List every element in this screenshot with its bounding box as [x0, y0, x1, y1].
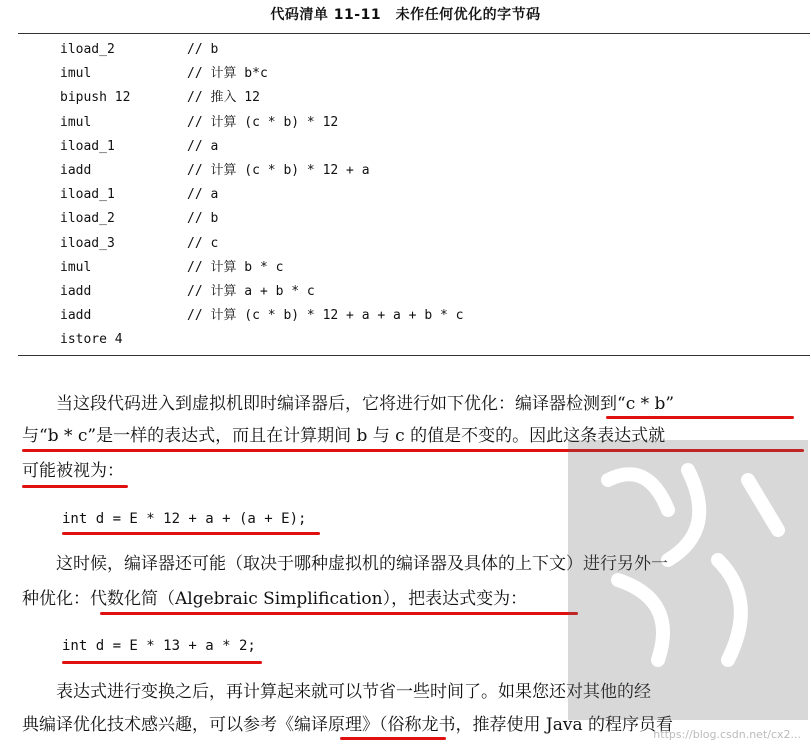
underline-mark [22, 485, 128, 488]
bytecode-op: iload_1 [60, 138, 115, 154]
bytecode-op: imul [60, 66, 92, 82]
code-example: int d = E * 12 + a + (a + E); [62, 511, 307, 527]
underline-mark [606, 416, 794, 419]
bytecode-op: iadd [60, 163, 92, 178]
underline-mark [100, 612, 578, 615]
bytecode-comment: // 计算 (c * b) * 12 [187, 114, 339, 130]
underline-mark [62, 532, 320, 535]
bytecode-comment: // b [187, 211, 219, 227]
underline-mark [62, 661, 262, 664]
bytecode-comment: // 计算 b * c [187, 259, 284, 275]
bytecode-op: iload_2 [60, 42, 115, 57]
bytecode-op: bipush 12 [60, 90, 131, 106]
bytecode-op: iload_2 [60, 211, 115, 227]
bytecode-op: iload_3 [60, 235, 115, 251]
code-example: int d = E * 13 + a * 2; [62, 638, 256, 654]
bytecode-comment: // a [187, 138, 219, 154]
bytecode-comment: // 计算 (c * b) * 12 + a [187, 163, 370, 178]
bytecode-op: imul [60, 259, 92, 275]
top-rule [18, 33, 810, 34]
paragraph-line: 种优化：代数化简（Algebraic Simplification），把表达式变为： [22, 589, 528, 609]
paragraph-line: 典编译优化技术感兴趣，可以参考《编译原理》（俗称龙书，推荐使用 Java 的程序员看 [22, 715, 673, 735]
bytecode-comment: // 计算 (c * b) * 12 + a + a + b * c [187, 308, 464, 324]
paragraph-line: 表达式进行变换之后，再计算起来就可以节省一些时间了。如果您还对其他的经 [22, 682, 651, 702]
watermark: https://blog.csdn.net/cx2... [653, 728, 801, 741]
listing-caption: 代码清单 11-11 未作任何优化的字节码 [270, 7, 541, 23]
bytecode-comment: // a [187, 187, 219, 203]
paragraph-line: 这时候，编译器还可能（取决于哪种虚拟机的编译器及具体的上下文）进行另外一 [22, 554, 668, 574]
paragraph-line: 当这段代码进入到虚拟机即时编译器后，它将进行如下优化：编译器检测到“c * b” [22, 394, 675, 414]
bytecode-op: iload_1 [60, 187, 115, 203]
bytecode-comment: // 推入 12 [187, 90, 260, 106]
bytecode-op: imul [60, 114, 92, 130]
bytecode-comment: // c [187, 235, 219, 251]
paragraph-line: 可能被视为： [22, 461, 124, 481]
bottom-rule [18, 355, 810, 356]
bytecode-op: istore 4 [60, 332, 123, 348]
bytecode-op: iadd [60, 284, 92, 299]
bytecode-comment: // b [187, 42, 219, 57]
seal-stamp-image [548, 420, 810, 720]
bytecode-comment: // 计算 a + b * c [187, 284, 315, 299]
bytecode-comment: // 计算 b*c [187, 66, 268, 82]
bytecode-op: iadd [60, 308, 92, 324]
underline-mark [340, 737, 446, 740]
paragraph-line: 与“b * c”是一样的表达式，而且在计算期间 b 与 c 的值是不变的。因此这条表达式就 [22, 426, 666, 446]
